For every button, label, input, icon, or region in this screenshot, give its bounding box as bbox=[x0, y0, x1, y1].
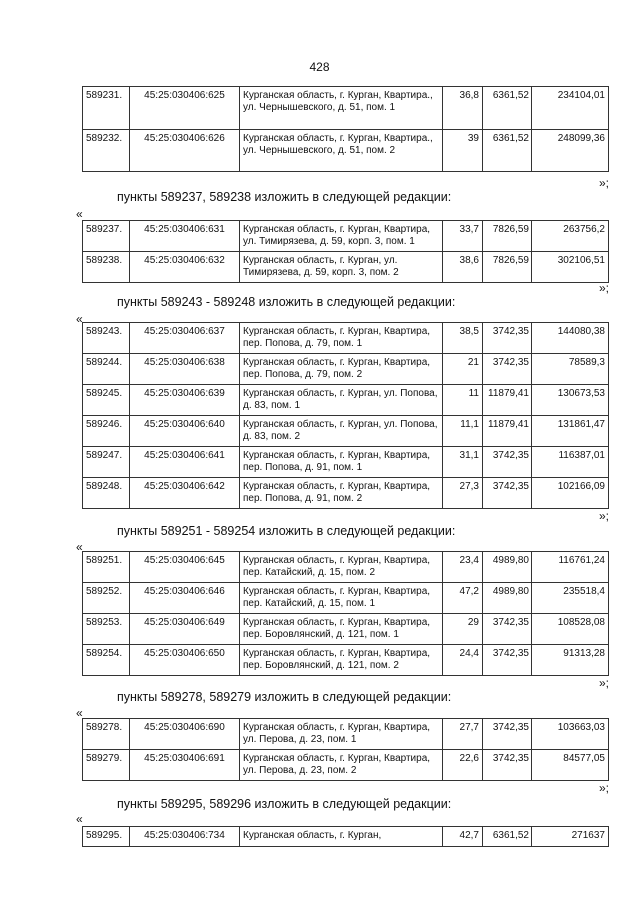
cadastral-number-cell: 45:25:030406:640 bbox=[130, 416, 240, 447]
section-intro: пункты 589251 - 589254 изложить в следующей редакции: bbox=[117, 524, 456, 538]
area-cell: 39 bbox=[443, 130, 483, 172]
area-cell: 29 bbox=[443, 614, 483, 645]
cadastral-number-cell: 45:25:030406:691 bbox=[130, 750, 240, 781]
area-cell: 36,8 bbox=[443, 87, 483, 130]
rate-cell: 4989,80 bbox=[483, 583, 532, 614]
address-cell: Курганская область, г. Курган, Квартира, пер. Боровлянский, д. 121, пом. 2 bbox=[240, 645, 443, 676]
property-table bbox=[82, 86, 609, 172]
item-number-cell: 589243. bbox=[83, 323, 130, 354]
cadastral-number-cell: 45:25:030406:650 bbox=[130, 645, 240, 676]
rate-cell: 3742,35 bbox=[483, 478, 532, 509]
item-number-cell: 589278. bbox=[83, 719, 130, 750]
item-number-cell: 589237. bbox=[83, 221, 130, 252]
value-cell: 116761,24 bbox=[532, 552, 609, 583]
cadastral-number-cell: 45:25:030406:638 bbox=[130, 354, 240, 385]
rate-cell: 3742,35 bbox=[483, 354, 532, 385]
cadastral-number-cell: 45:25:030406:690 bbox=[130, 719, 240, 750]
address-cell: Курганская область, г. Курган, Квартира, пер. Боровлянский, д. 121, пом. 1 bbox=[240, 614, 443, 645]
address-cell: Курганская область, г. Курган, Квартира., ул. Чернышевского, д. 51, пом. 1 bbox=[240, 87, 443, 130]
value-cell: 263756,2 bbox=[532, 221, 609, 252]
close-quote: »; bbox=[598, 509, 609, 523]
item-number-cell: 589246. bbox=[83, 416, 130, 447]
table-row bbox=[83, 645, 609, 676]
table-row bbox=[83, 750, 609, 781]
value-cell: 130673,53 bbox=[532, 385, 609, 416]
rate-cell: 11879,41 bbox=[483, 385, 532, 416]
page-number: 428 bbox=[309, 60, 330, 74]
address-cell: Курганская область, г. Курган, Квартира, ул. Перова, д. 23, пом. 2 bbox=[240, 750, 443, 781]
table-row bbox=[83, 130, 609, 172]
area-cell: 42,7 bbox=[443, 827, 483, 847]
rate-cell: 3742,35 bbox=[483, 750, 532, 781]
address-cell: Курганская область, г. Курган, ул. Попова, д. 83, пом. 1 bbox=[240, 385, 443, 416]
address-cell: Курганская область, г. Курган, Квартира, пер. Катайский, д. 15, пом. 1 bbox=[240, 583, 443, 614]
item-number-cell: 589244. bbox=[83, 354, 130, 385]
address-cell: Курганская область, г. Курган, Квартира, ул. Перова, д. 23, пом. 1 bbox=[240, 719, 443, 750]
property-table bbox=[82, 826, 609, 847]
rate-cell: 3742,35 bbox=[483, 614, 532, 645]
section-intro: пункты 589278, 589279 изложить в следующей редакции: bbox=[117, 690, 452, 704]
address-cell: Курганская область, г. Курган, Квартира, ул. Тимирязева, д. 59, корп. 3, пом. 1 bbox=[240, 221, 443, 252]
item-number-cell: 589251. bbox=[83, 552, 130, 583]
cadastral-number-cell: 45:25:030406:642 bbox=[130, 478, 240, 509]
value-cell: 271637 bbox=[532, 827, 609, 847]
table-row bbox=[83, 827, 609, 847]
cadastral-number-cell: 45:25:030406:639 bbox=[130, 385, 240, 416]
address-cell: Курганская область, г. Курган, Квартира, пер. Попова, д. 91, пом. 2 bbox=[240, 478, 443, 509]
table-row bbox=[83, 385, 609, 416]
cadastral-number-cell: 45:25:030406:641 bbox=[130, 447, 240, 478]
item-number-cell: 589254. bbox=[83, 645, 130, 676]
item-number-cell: 589279. bbox=[83, 750, 130, 781]
property-table bbox=[82, 220, 609, 283]
area-cell: 33,7 bbox=[443, 221, 483, 252]
property-table bbox=[82, 551, 609, 676]
property-table bbox=[82, 322, 609, 509]
item-number-cell: 589231. bbox=[83, 87, 130, 130]
address-cell: Курганская область, г. Курган, Квартира, пер. Попова, д. 91, пом. 1 bbox=[240, 447, 443, 478]
table-row bbox=[83, 719, 609, 750]
cadastral-number-cell: 45:25:030406:646 bbox=[130, 583, 240, 614]
value-cell: 103663,03 bbox=[532, 719, 609, 750]
value-cell: 91313,28 bbox=[532, 645, 609, 676]
cadastral-number-cell: 45:25:030406:649 bbox=[130, 614, 240, 645]
value-cell: 234104,01 bbox=[532, 87, 609, 130]
rate-cell: 3742,35 bbox=[483, 645, 532, 676]
area-cell: 24,4 bbox=[443, 645, 483, 676]
open-quote: « bbox=[76, 812, 83, 826]
rate-cell: 3742,35 bbox=[483, 323, 532, 354]
area-cell: 31,1 bbox=[443, 447, 483, 478]
area-cell: 38,6 bbox=[443, 252, 483, 283]
rate-cell: 6361,52 bbox=[483, 87, 532, 130]
value-cell: 116387,01 bbox=[532, 447, 609, 478]
rate-cell: 3742,35 bbox=[483, 447, 532, 478]
area-cell: 27,7 bbox=[443, 719, 483, 750]
area-cell: 27,3 bbox=[443, 478, 483, 509]
open-quote: « bbox=[76, 540, 83, 554]
value-cell: 235518,4 bbox=[532, 583, 609, 614]
area-cell: 11 bbox=[443, 385, 483, 416]
cadastral-number-cell: 45:25:030406:637 bbox=[130, 323, 240, 354]
cadastral-number-cell: 45:25:030406:626 bbox=[130, 130, 240, 172]
address-cell: Курганская область, г. Курган, Квартира, пер. Попова, д. 79, пом. 2 bbox=[240, 354, 443, 385]
section-intro: пункты 589295, 589296 изложить в следующей редакции: bbox=[117, 797, 452, 811]
table-row bbox=[83, 583, 609, 614]
table-row bbox=[83, 552, 609, 583]
address-cell: Курганская область, г. Курган, bbox=[240, 827, 443, 847]
table-row bbox=[83, 221, 609, 252]
item-number-cell: 589232. bbox=[83, 130, 130, 172]
area-cell: 23,4 bbox=[443, 552, 483, 583]
section-intro: пункты 589237, 589238 изложить в следующей редакции: bbox=[117, 190, 452, 204]
area-cell: 38,5 bbox=[443, 323, 483, 354]
rate-cell: 11879,41 bbox=[483, 416, 532, 447]
rate-cell: 6361,52 bbox=[483, 130, 532, 172]
area-cell: 11,1 bbox=[443, 416, 483, 447]
item-number-cell: 589295. bbox=[83, 827, 130, 847]
item-number-cell: 589248. bbox=[83, 478, 130, 509]
address-cell: Курганская область, г. Курган, Квартира, пер. Попова, д. 79, пом. 1 bbox=[240, 323, 443, 354]
item-number-cell: 589253. bbox=[83, 614, 130, 645]
value-cell: 302106,51 bbox=[532, 252, 609, 283]
cadastral-number-cell: 45:25:030406:631 bbox=[130, 221, 240, 252]
address-cell: Курганская область, г. Курган, ул. Тимирязева, д. 59, корп. 3, пом. 2 bbox=[240, 252, 443, 283]
table-row bbox=[83, 478, 609, 509]
rate-cell: 7826,59 bbox=[483, 221, 532, 252]
value-cell: 102166,09 bbox=[532, 478, 609, 509]
address-cell: Курганская область, г. Курган, Квартира, пер. Катайский, д. 15, пом. 2 bbox=[240, 552, 443, 583]
table-row bbox=[83, 614, 609, 645]
table-row bbox=[83, 354, 609, 385]
rate-cell: 3742,35 bbox=[483, 719, 532, 750]
property-table bbox=[82, 718, 609, 781]
table-row bbox=[83, 87, 609, 130]
cadastral-number-cell: 45:25:030406:625 bbox=[130, 87, 240, 130]
table-row bbox=[83, 416, 609, 447]
close-quote: »; bbox=[598, 676, 609, 690]
item-number-cell: 589252. bbox=[83, 583, 130, 614]
value-cell: 108528,08 bbox=[532, 614, 609, 645]
open-quote: « bbox=[76, 207, 83, 221]
item-number-cell: 589245. bbox=[83, 385, 130, 416]
cadastral-number-cell: 45:25:030406:734 bbox=[130, 827, 240, 847]
rate-cell: 6361,52 bbox=[483, 827, 532, 847]
value-cell: 78589,3 bbox=[532, 354, 609, 385]
rate-cell: 7826,59 bbox=[483, 252, 532, 283]
item-number-cell: 589238. bbox=[83, 252, 130, 283]
rate-cell: 4989,80 bbox=[483, 552, 532, 583]
table-row bbox=[83, 447, 609, 478]
close-quote: »; bbox=[598, 176, 609, 190]
area-cell: 21 bbox=[443, 354, 483, 385]
address-cell: Курганская область, г. Курган, Квартира., ул. Чернышевского, д. 51, пом. 2 bbox=[240, 130, 443, 172]
open-quote: « bbox=[76, 312, 83, 326]
item-number-cell: 589247. bbox=[83, 447, 130, 478]
section-intro: пункты 589243 - 589248 изложить в следующей редакции: bbox=[117, 295, 456, 309]
cadastral-number-cell: 45:25:030406:645 bbox=[130, 552, 240, 583]
area-cell: 47,2 bbox=[443, 583, 483, 614]
value-cell: 144080,38 bbox=[532, 323, 609, 354]
table-row bbox=[83, 323, 609, 354]
value-cell: 248099,36 bbox=[532, 130, 609, 172]
value-cell: 131861,47 bbox=[532, 416, 609, 447]
address-cell: Курганская область, г. Курган, ул. Попова, д. 83, пом. 2 bbox=[240, 416, 443, 447]
table-row bbox=[83, 252, 609, 283]
open-quote: « bbox=[76, 706, 83, 720]
close-quote: »; bbox=[598, 281, 609, 295]
close-quote: »; bbox=[598, 781, 609, 795]
value-cell: 84577,05 bbox=[532, 750, 609, 781]
area-cell: 22,6 bbox=[443, 750, 483, 781]
cadastral-number-cell: 45:25:030406:632 bbox=[130, 252, 240, 283]
